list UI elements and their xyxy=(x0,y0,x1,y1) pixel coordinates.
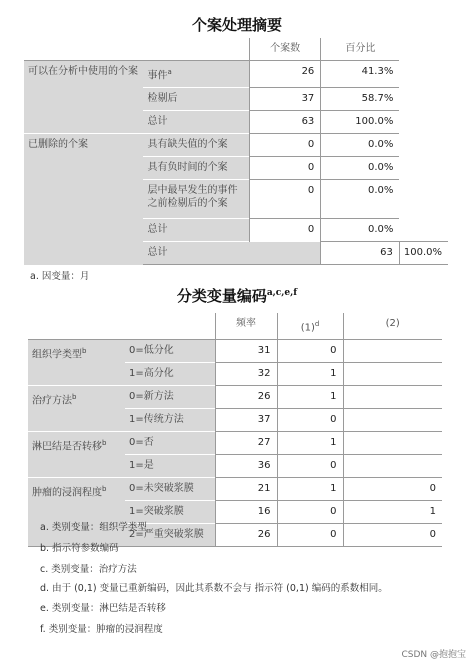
code-label: 1=高分化 xyxy=(125,363,215,386)
cell-c1: 1 xyxy=(277,432,343,455)
col-header-pct: 百分比 xyxy=(321,38,400,61)
col-header-2: (2) xyxy=(343,313,442,340)
cell-c1: 0 xyxy=(277,501,343,524)
footnote-e: e. 类别变量：淋巴结是否转移 xyxy=(40,603,166,614)
col-header-n: 个案数 xyxy=(249,38,320,61)
cell-pct: 100.0% xyxy=(321,111,400,134)
row-label: 总计 xyxy=(143,111,249,134)
col-header-1: $(1)^d$ xyxy=(277,313,343,340)
footnote-d: d. 由于 (0,1) 变量已重新编码，因此其系数不会与 指示符 (0,1) 编码的系数相同。 xyxy=(40,583,388,594)
cell-c1: 0 xyxy=(277,409,343,432)
code-label: 2=严重突破浆膜 xyxy=(125,524,215,547)
cell-c2: 0 xyxy=(343,478,442,501)
code-label: 0=未突破浆膜 xyxy=(125,478,215,501)
cell-n: 63 xyxy=(249,111,320,134)
code-label: 0=低分化 xyxy=(125,340,215,363)
code-label: 1=突破浆膜 xyxy=(125,501,215,524)
footnote-c: c. 类别变量：治疗方法 xyxy=(40,564,137,575)
total-pct: 100.0% xyxy=(399,242,448,265)
cell-c1: 1 xyxy=(277,363,343,386)
cell-c2 xyxy=(343,455,442,478)
cell-n: 0 xyxy=(249,134,320,157)
row-label: 具有负时间的个案 xyxy=(143,157,249,180)
cell-c2 xyxy=(343,409,442,432)
row-label: 层中最早发生的事件之前检剔后的个案 xyxy=(143,180,249,219)
cell-n: 26 xyxy=(249,61,320,88)
code-label: 1=传统方法 xyxy=(125,409,215,432)
cell-freq: 32 xyxy=(215,363,277,386)
code-label: 1=是 xyxy=(125,455,215,478)
cell-pct: 0.0% xyxy=(321,134,400,157)
cell-c2 xyxy=(343,432,442,455)
code-label: 0=新方法 xyxy=(125,386,215,409)
group-label: 可以在分析中使用的个案 xyxy=(24,61,143,134)
cell-n: 0 xyxy=(249,157,320,180)
cell-c2: 1 xyxy=(343,501,442,524)
footnote-f: f. 类别变量：肿瘤的浸润程度 xyxy=(40,624,163,635)
cell-c1: 0 xyxy=(277,524,343,547)
group-label: 已删除的个案 xyxy=(24,134,143,265)
cell-n: 37 xyxy=(249,88,320,111)
watermark: CSDN @抱抱宝 xyxy=(401,650,466,660)
cell-c2 xyxy=(343,363,442,386)
cell-pct: 58.7% xyxy=(321,88,400,111)
variable-label: 组织学类型$^b$ xyxy=(28,340,125,386)
category-coding-table xyxy=(28,313,442,547)
cell-freq: 37 xyxy=(215,409,277,432)
row-label: 检剔后 xyxy=(143,88,249,111)
cell-freq: 31 xyxy=(215,340,277,363)
row-label: 具有缺失值的个案 xyxy=(143,134,249,157)
cell-n: 0 xyxy=(249,219,320,242)
cell-freq: 16 xyxy=(215,501,277,524)
total-label: 总计 xyxy=(143,242,320,265)
variable-label: 肿瘤的浸润程度$^b$ xyxy=(28,478,125,547)
cell-c1: 1 xyxy=(277,478,343,501)
cell-pct: 0.0% xyxy=(321,219,400,242)
cell-freq: 36 xyxy=(215,455,277,478)
cell-c1: 0 xyxy=(277,340,343,363)
cell-freq: 21 xyxy=(215,478,277,501)
table2-footnotes xyxy=(40,519,440,638)
cell-pct: 41.3% xyxy=(321,61,400,88)
row-label: 事件$^a$ xyxy=(143,61,249,88)
table1-footnote: a. 因变量：月 xyxy=(30,271,90,282)
case-summary-table xyxy=(24,38,448,265)
col-header-freq: 频率 xyxy=(215,313,277,340)
footnote-a: a. 类别变量：组织学类型 xyxy=(40,522,147,533)
cell-freq: 26 xyxy=(215,386,277,409)
cell-n: 0 xyxy=(249,180,320,219)
cell-c2 xyxy=(343,386,442,409)
cell-freq: 27 xyxy=(215,432,277,455)
table2-title: 分类变量编码$^{a,c,e,f}$ xyxy=(176,287,298,305)
cell-freq: 26 xyxy=(215,524,277,547)
cell-c2: 0 xyxy=(343,524,442,547)
cell-pct: 0.0% xyxy=(321,180,400,219)
total-n: 63 xyxy=(321,242,400,265)
code-label: 0=否 xyxy=(125,432,215,455)
variable-label: 淋巴结是否转移$^b$ xyxy=(28,432,125,478)
footnote-b: b. 指示符参数编码 xyxy=(40,543,119,554)
cell-pct: 0.0% xyxy=(321,157,400,180)
variable-label: 治疗方法$^b$ xyxy=(28,386,125,432)
cell-c2 xyxy=(343,340,442,363)
cell-c1: 1 xyxy=(277,386,343,409)
cell-c1: 0 xyxy=(277,455,343,478)
table1-title: 个案处理摘要 xyxy=(191,16,282,34)
row-label: 总计 xyxy=(143,219,249,242)
